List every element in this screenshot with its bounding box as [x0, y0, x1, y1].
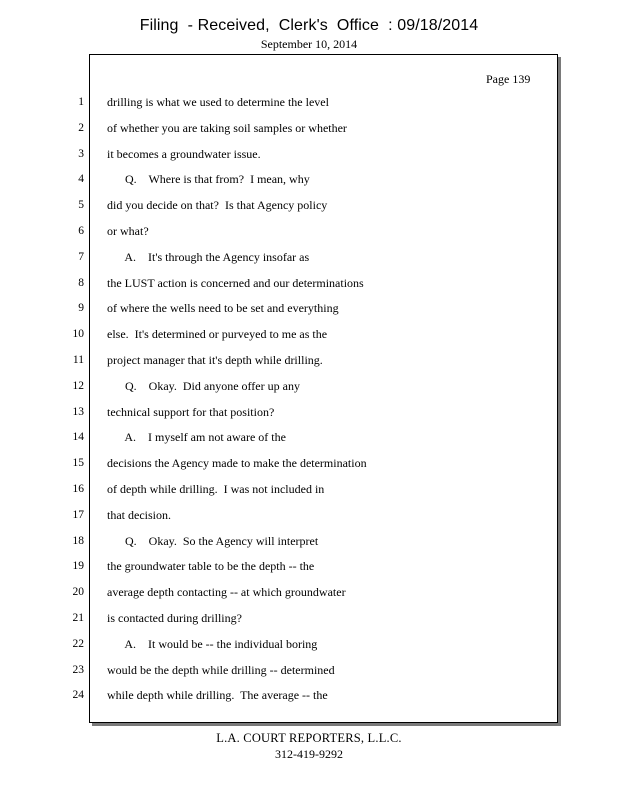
transcript-line — [0, 507, 600, 523]
reporter-phone: 312-419-9292 — [275, 747, 343, 761]
reporter-company: L.A. COURT REPORTERS, L.L.C. — [216, 731, 402, 745]
line-text: technical support for that position? — [107, 405, 275, 419]
line-number: 17 — [72, 509, 84, 521]
transcript-line — [0, 584, 600, 600]
line-text: Q. Okay. So the Agency will interpret — [107, 534, 319, 548]
line-number: 9 — [78, 302, 84, 314]
transcript-line — [0, 404, 600, 420]
line-number: 7 — [78, 251, 84, 263]
line-text: drilling is what we used to determine the level — [107, 95, 329, 109]
line-number: 2 — [78, 122, 84, 134]
line-number: 23 — [72, 664, 84, 676]
line-number: 16 — [72, 483, 84, 495]
line-text: of whether you are taking soil samples or whether — [107, 121, 347, 135]
transcript-line — [0, 146, 600, 162]
line-number: 24 — [72, 689, 84, 701]
transcript-line — [0, 326, 600, 342]
transcript-line — [0, 352, 600, 368]
line-number: 20 — [72, 586, 84, 598]
transcript-line — [0, 610, 600, 626]
line-text: would be the depth while drilling -- determined — [107, 663, 335, 677]
line-text: A. I myself am not aware of the — [107, 430, 286, 444]
line-number: 8 — [78, 277, 84, 289]
transcript-line — [0, 223, 600, 239]
transcript-line — [0, 558, 600, 574]
page-number: Page 139 — [486, 72, 531, 86]
line-number: 4 — [78, 173, 84, 185]
transcript-line — [0, 481, 600, 497]
line-number: 13 — [72, 406, 84, 418]
line-number: 6 — [78, 225, 84, 237]
line-number: 5 — [78, 199, 84, 211]
line-text: A. It's through the Agency insofar as — [107, 250, 310, 264]
line-text: or what? — [107, 224, 149, 238]
line-number: 1 — [78, 96, 84, 108]
deposition-date: September 10, 2014 — [260, 37, 358, 51]
transcript-line — [0, 94, 600, 110]
transcript-line — [0, 249, 600, 265]
transcript-line — [0, 197, 600, 213]
line-text: project manager that it's depth while drilling. — [107, 353, 323, 367]
line-text: while depth while drilling. The average -- the — [107, 688, 328, 702]
line-number: 15 — [72, 457, 84, 469]
transcript-line — [0, 300, 600, 316]
transcript-line — [0, 429, 600, 445]
filing-stamp: Filing - Received, Clerk's Office : 09/18/2014 — [139, 17, 479, 34]
line-number: 14 — [72, 431, 84, 443]
line-number: 19 — [72, 560, 84, 572]
line-text: it becomes a groundwater issue. — [107, 147, 261, 161]
transcript-line — [0, 378, 600, 394]
line-text: of depth while drilling. I was not included in — [107, 482, 325, 496]
line-text: A. It would be -- the individual boring — [107, 637, 318, 651]
line-text: Q. Okay. Did anyone offer up any — [107, 379, 300, 393]
line-text: else. It's determined or purveyed to me as the — [107, 327, 328, 341]
line-text: did you decide on that? Is that Agency policy — [107, 198, 328, 212]
line-number: 11 — [72, 354, 84, 366]
line-number: 3 — [78, 148, 84, 160]
line-text: decisions the Agency made to make the determination — [107, 456, 367, 470]
line-text: the LUST action is concerned and our determinations — [107, 276, 364, 290]
transcript-line — [0, 120, 600, 136]
transcript-line — [0, 455, 600, 471]
transcript-line — [0, 662, 600, 678]
transcript-line — [0, 687, 600, 703]
transcript-line — [0, 171, 600, 187]
line-text: of where the wells need to be set and everything — [107, 301, 339, 315]
line-text: Q. Where is that from? I mean, why — [107, 172, 310, 186]
line-text: that decision. — [107, 508, 171, 522]
transcript-line — [0, 275, 600, 291]
line-text: average depth contacting -- at which groundwater — [107, 585, 346, 599]
transcript-line — [0, 533, 600, 549]
line-number: 18 — [72, 535, 84, 547]
line-number: 21 — [72, 612, 84, 624]
line-number: 12 — [72, 380, 84, 392]
line-text: is contacted during drilling? — [107, 611, 242, 625]
transcript-line — [0, 636, 600, 652]
line-number: 10 — [72, 328, 84, 340]
line-number: 22 — [72, 638, 84, 650]
line-text: the groundwater table to be the depth -- the — [107, 559, 315, 573]
